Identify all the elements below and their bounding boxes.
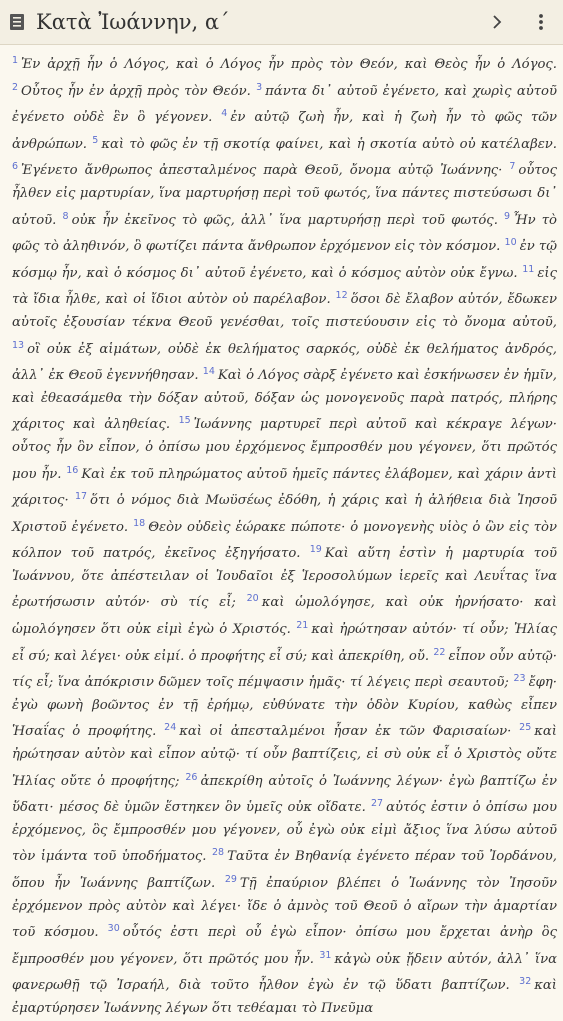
verse-text: οὐκ ἦν ἐκεῖνος τὸ φῶς, ἀλλ᾽ ἵνα μαρτυρήσῃ περὶ τοῦ φωτός.	[71, 212, 498, 228]
verse-number[interactable]: 20	[246, 593, 259, 605]
verse-text: Ἰωάννης μαρτυρεῖ περὶ αὐτοῦ καὶ κέκραγε λέγων· οὗτος ἦν ὃν εἶπον, ὁ ὀπίσω μου ἐρχόμενος ἔμπροσθέν μου γέγονεν, ὅτι πρῶτός μου ἦν.	[12, 417, 557, 482]
verse-number[interactable]: 2	[12, 81, 19, 93]
verse-number[interactable]: 5	[92, 134, 99, 146]
verse-number[interactable]: 8	[62, 210, 69, 222]
verse-text: ἐν τῷ κόσμῳ ἦν, καὶ ὁ κόσμος δι᾽ αὐτοῦ ἐγένετο, καὶ ὁ κόσμος αὐτὸν οὐκ ἔγνω.	[12, 239, 557, 281]
chevron-right-icon[interactable]	[475, 0, 519, 44]
verse-number[interactable]: 7	[509, 161, 516, 173]
page-title[interactable]: Κατὰ Ἰωάννην, α΄	[36, 10, 230, 34]
chapter-content[interactable]	[0, 44, 563, 1016]
verse-text: Ταῦτα ἐν Βηθανίᾳ ἐγένετο πέραν τοῦ Ἰορδάνου, ὅπου ἦν Ἰωάννης βαπτίζων.	[12, 849, 557, 891]
verse-number[interactable]: 26	[185, 771, 198, 783]
verse-text: οἳ οὐκ ἐξ αἱμάτων, οὐδὲ ἐκ θελήματος σαρκός, οὐδὲ ἐκ θελήματος ἀνδρός, ἀλλ᾽ ἐκ Θεοῦ ἐγεννήθησαν.	[12, 341, 557, 384]
verse-number[interactable]: 6	[12, 161, 19, 173]
verse-text: Ἐγένετο ἄνθρωπος ἀπεσταλμένος παρὰ Θεοῦ, ὄνομα αὐτῷ Ἰωάννης·	[21, 163, 503, 179]
verse-text: καὶ ἠρώτησαν αὐτὸν καὶ εἶπον αὐτῷ· τί οὖν βαπτίζεις, εἰ σὺ οὐκ εἶ ὁ Χριστὸς οὔτε Ἠλίας οὔτε ὁ προφήτης;	[12, 724, 557, 789]
verse-text: ἔφη· ἐγὼ φωνὴ βοῶντος ἐν τῇ ἐρήμῳ, εὐθύνατε τὴν ὁδὸν Κυρίου, καθὼς εἶπεν Ἡσαΐας ὁ προφήτης.	[12, 675, 557, 740]
verse-number[interactable]: 15	[178, 415, 191, 427]
verse-number[interactable]: 10	[504, 237, 517, 249]
verse-number[interactable]: 3	[256, 81, 263, 93]
verse-number[interactable]: 24	[164, 722, 177, 734]
verse-number[interactable]: 11	[522, 263, 535, 275]
verse-number[interactable]: 16	[66, 464, 79, 476]
verse-text: Καὶ αὕτη ἐστὶν ἡ μαρτυρία τοῦ Ἰωάννου, ὅτε ἀπέστειλαν οἱ Ἰουδαῖοι ἐξ Ἱεροσολύμων ἱερεῖς καὶ Λευΐτας ἵνα ἐρωτήσωσιν αὐτόν· σὺ τίς εἶ;	[12, 546, 557, 611]
verse-text: καὶ τὸ φῶς ἐν τῇ σκοτίᾳ φαίνει, καὶ ἡ σκοτία αὐτὸ οὐ κατέλαβεν.	[101, 136, 557, 152]
verse-text: ἐν αὐτῷ ζωὴ ἦν, καὶ ἡ ζωὴ ἦν τὸ φῶς τῶν ἀνθρώπων.	[12, 110, 557, 152]
verse-number[interactable]: 9	[504, 210, 511, 222]
app-bar	[0, 0, 563, 45]
verse-text: Θεὸν οὐδεὶς ἑώρακε πώποτε· ὁ μονογενὴς υἱὸς ὁ ὢν εἰς τὸν κόλπον τοῦ πατρός, ἐκεῖνος ἐξηγήσατο.	[12, 519, 557, 562]
verse-text: καὶ οἱ ἀπεσταλμένοι ἦσαν ἐκ τῶν Φαρισαίων·	[179, 724, 512, 740]
verse-number[interactable]: 13	[12, 339, 25, 351]
verse-text: Ἐν ἀρχῇ ἦν ὁ Λόγος, καὶ ὁ Λόγος ἦν πρὸς τὸν Θεόν, καὶ Θεὸς ἦν ὁ Λόγος.	[21, 57, 557, 72]
verse-number[interactable]: 28	[211, 847, 225, 859]
verse-number[interactable]: 19	[309, 544, 322, 556]
verse-text: Ἦν τὸ φῶς τὸ ἀληθινόν, ὃ φωτίζει πάντα ἄνθρωπον ἐρχόμενον εἰς τὸν κόσμον.	[12, 212, 557, 255]
verse-number[interactable]: 14	[202, 366, 215, 378]
verse-number[interactable]: 30	[107, 923, 120, 935]
verse-text: ἀπεκρίθη αὐτοῖς ὁ Ἰωάννης λέγων· ἐγὼ βαπτίζω ἐν ὕδατι· μέσος δὲ ὑμῶν ἕστηκεν ὃν ὑμεῖς οὐκ οἴδατε.	[12, 773, 557, 816]
verse-text: πάντα δι᾽ αὐτοῦ ἐγένετο, καὶ χωρὶς αὐτοῦ ἐγένετο οὐδὲ ἓν ὃ γέγονεν.	[12, 83, 558, 126]
verse-text: εἶπον οὖν αὐτῷ· τίς εἶ; ἵνα ἀπόκρισιν δῶμεν τοῖς πέμψασιν ἡμᾶς· τί λέγεις περὶ σεαυτοῦ;	[12, 648, 557, 691]
verse-number[interactable]: 25	[519, 722, 532, 734]
verse-number[interactable]: 18	[133, 517, 146, 529]
verse-number[interactable]: 1	[12, 55, 19, 66]
verse-text: κἀγὼ οὐκ ᾔδειν αὐτόν, ἀλλ᾽ ἵνα φανερωθῇ τῷ Ἰσραήλ, διὰ τοῦτο ἦλθον ἐγὼ ἐν τῷ ὕδατι βαπτίζων.	[12, 951, 557, 994]
verse-number[interactable]: 22	[433, 646, 446, 658]
verse-text: οὗτος ἦλθεν εἰς μαρτυρίαν, ἵνα μαρτυρήσῃ περὶ τοῦ φωτός, ἵνα πάντες πιστεύσωσι δι᾽ αὐτοῦ.	[12, 163, 557, 228]
verse-text: Καὶ ὁ Λόγος σὰρξ ἐγένετο καὶ ἐσκήνωσεν ἐν ἡμῖν, καὶ ἐθεασάμεθα τὴν δόξαν αὐτοῦ, δόξαν ὡς μονογενοῦς παρὰ πατρός, πλήρης χάριτος καὶ ἀληθείας.	[12, 368, 557, 433]
verse-text: Τῇ ἐπαύριον βλέπει ὁ Ἰωάννης τὸν Ἰησοῦν ἐρχόμενον πρὸς αὐτὸν καὶ λέγει· ἴδε ὁ ἀμνὸς τοῦ Θεοῦ ὁ αἴρων τὴν ἁμαρτίαν τοῦ κόσμου.	[12, 876, 557, 941]
verse-text: Καὶ ἐκ τοῦ πληρώματος αὐτοῦ ἡμεῖς πάντες ἐλάβομεν, καὶ χάριν ἀντὶ χάριτος·	[12, 466, 557, 509]
verse-text: αὐτός ἐστιν ὁ ὀπίσω μου ἐρχόμενος, ὃς ἔμπροσθέν μου γέγονεν, οὗ ἐγὼ οὐκ εἰμὶ ἄξιος ἵνα λύσω αὐτοῦ τὸν ἱμάντα τοῦ ὑποδήματος.	[12, 800, 557, 865]
verse-text: ὅτι ὁ νόμος διὰ Μωϋσέως ἐδόθη, ἡ χάρις καὶ ἡ ἀλήθεια διὰ Ἰησοῦ Χριστοῦ ἐγένετο.	[12, 493, 557, 535]
verse-number[interactable]: 21	[296, 620, 309, 632]
verse-number[interactable]: 4	[221, 108, 228, 120]
verse-number[interactable]: 17	[74, 491, 88, 503]
verse-number[interactable]: 12	[335, 290, 348, 302]
verse-text: καὶ ἠρώτησαν αὐτόν· τί οὖν; Ἠλίας εἶ σύ; καὶ λέγει· οὐκ εἰμί. ὁ προφήτης εἶ σύ; καὶ ἀπεκρίθη, οὔ.	[12, 622, 557, 664]
more-vertical-icon[interactable]	[519, 0, 563, 44]
verse-number[interactable]: 23	[513, 673, 526, 685]
verse-text: Οὗτος ἦν ἐν ἀρχῇ πρὸς τὸν Θεόν.	[21, 83, 251, 99]
verse-number[interactable]: 29	[224, 874, 237, 885]
verse-text: καὶ ὡμολόγησε, καὶ οὐκ ἠρνήσατο· καὶ ὡμολόγησεν ὅτι οὐκ εἰμὶ ἐγὼ ὁ Χριστός.	[12, 595, 557, 638]
verse-text: καὶ ἐμαρτύρησεν Ἰωάννης λέγων ὅτι τεθέαμαι τὸ Πνεῦμα	[12, 978, 557, 1016]
verse-number[interactable]: 27	[370, 798, 384, 810]
verse-text: οὗτός ἐστι περὶ οὗ ἐγὼ εἶπον· ὀπίσω μου ἔρχεται ἀνὴρ ὃς ἔμπροσθέν μου γέγονεν, ὅτι πρῶτός μου ἦν.	[12, 925, 557, 967]
chapter-text	[0, 44, 563, 1021]
verse-text: ὅσοι δὲ ἔλαβον αὐτόν, ἔδωκεν αὐτοῖς ἐξουσίαν τέκνα Θεοῦ γενέσθαι, τοῖς πιστεύουσιν εἰς τὸ ὄνομα αὐτοῦ,	[12, 292, 557, 330]
verse-text: εἰς τὰ ἴδια ἦλθε, καὶ οἱ ἴδιοι αὐτὸν οὐ παρέλαβον.	[12, 265, 557, 308]
verse-number[interactable]: 32	[519, 976, 532, 988]
verse-number[interactable]: 31	[319, 949, 332, 961]
book-list-icon[interactable]	[2, 0, 32, 44]
